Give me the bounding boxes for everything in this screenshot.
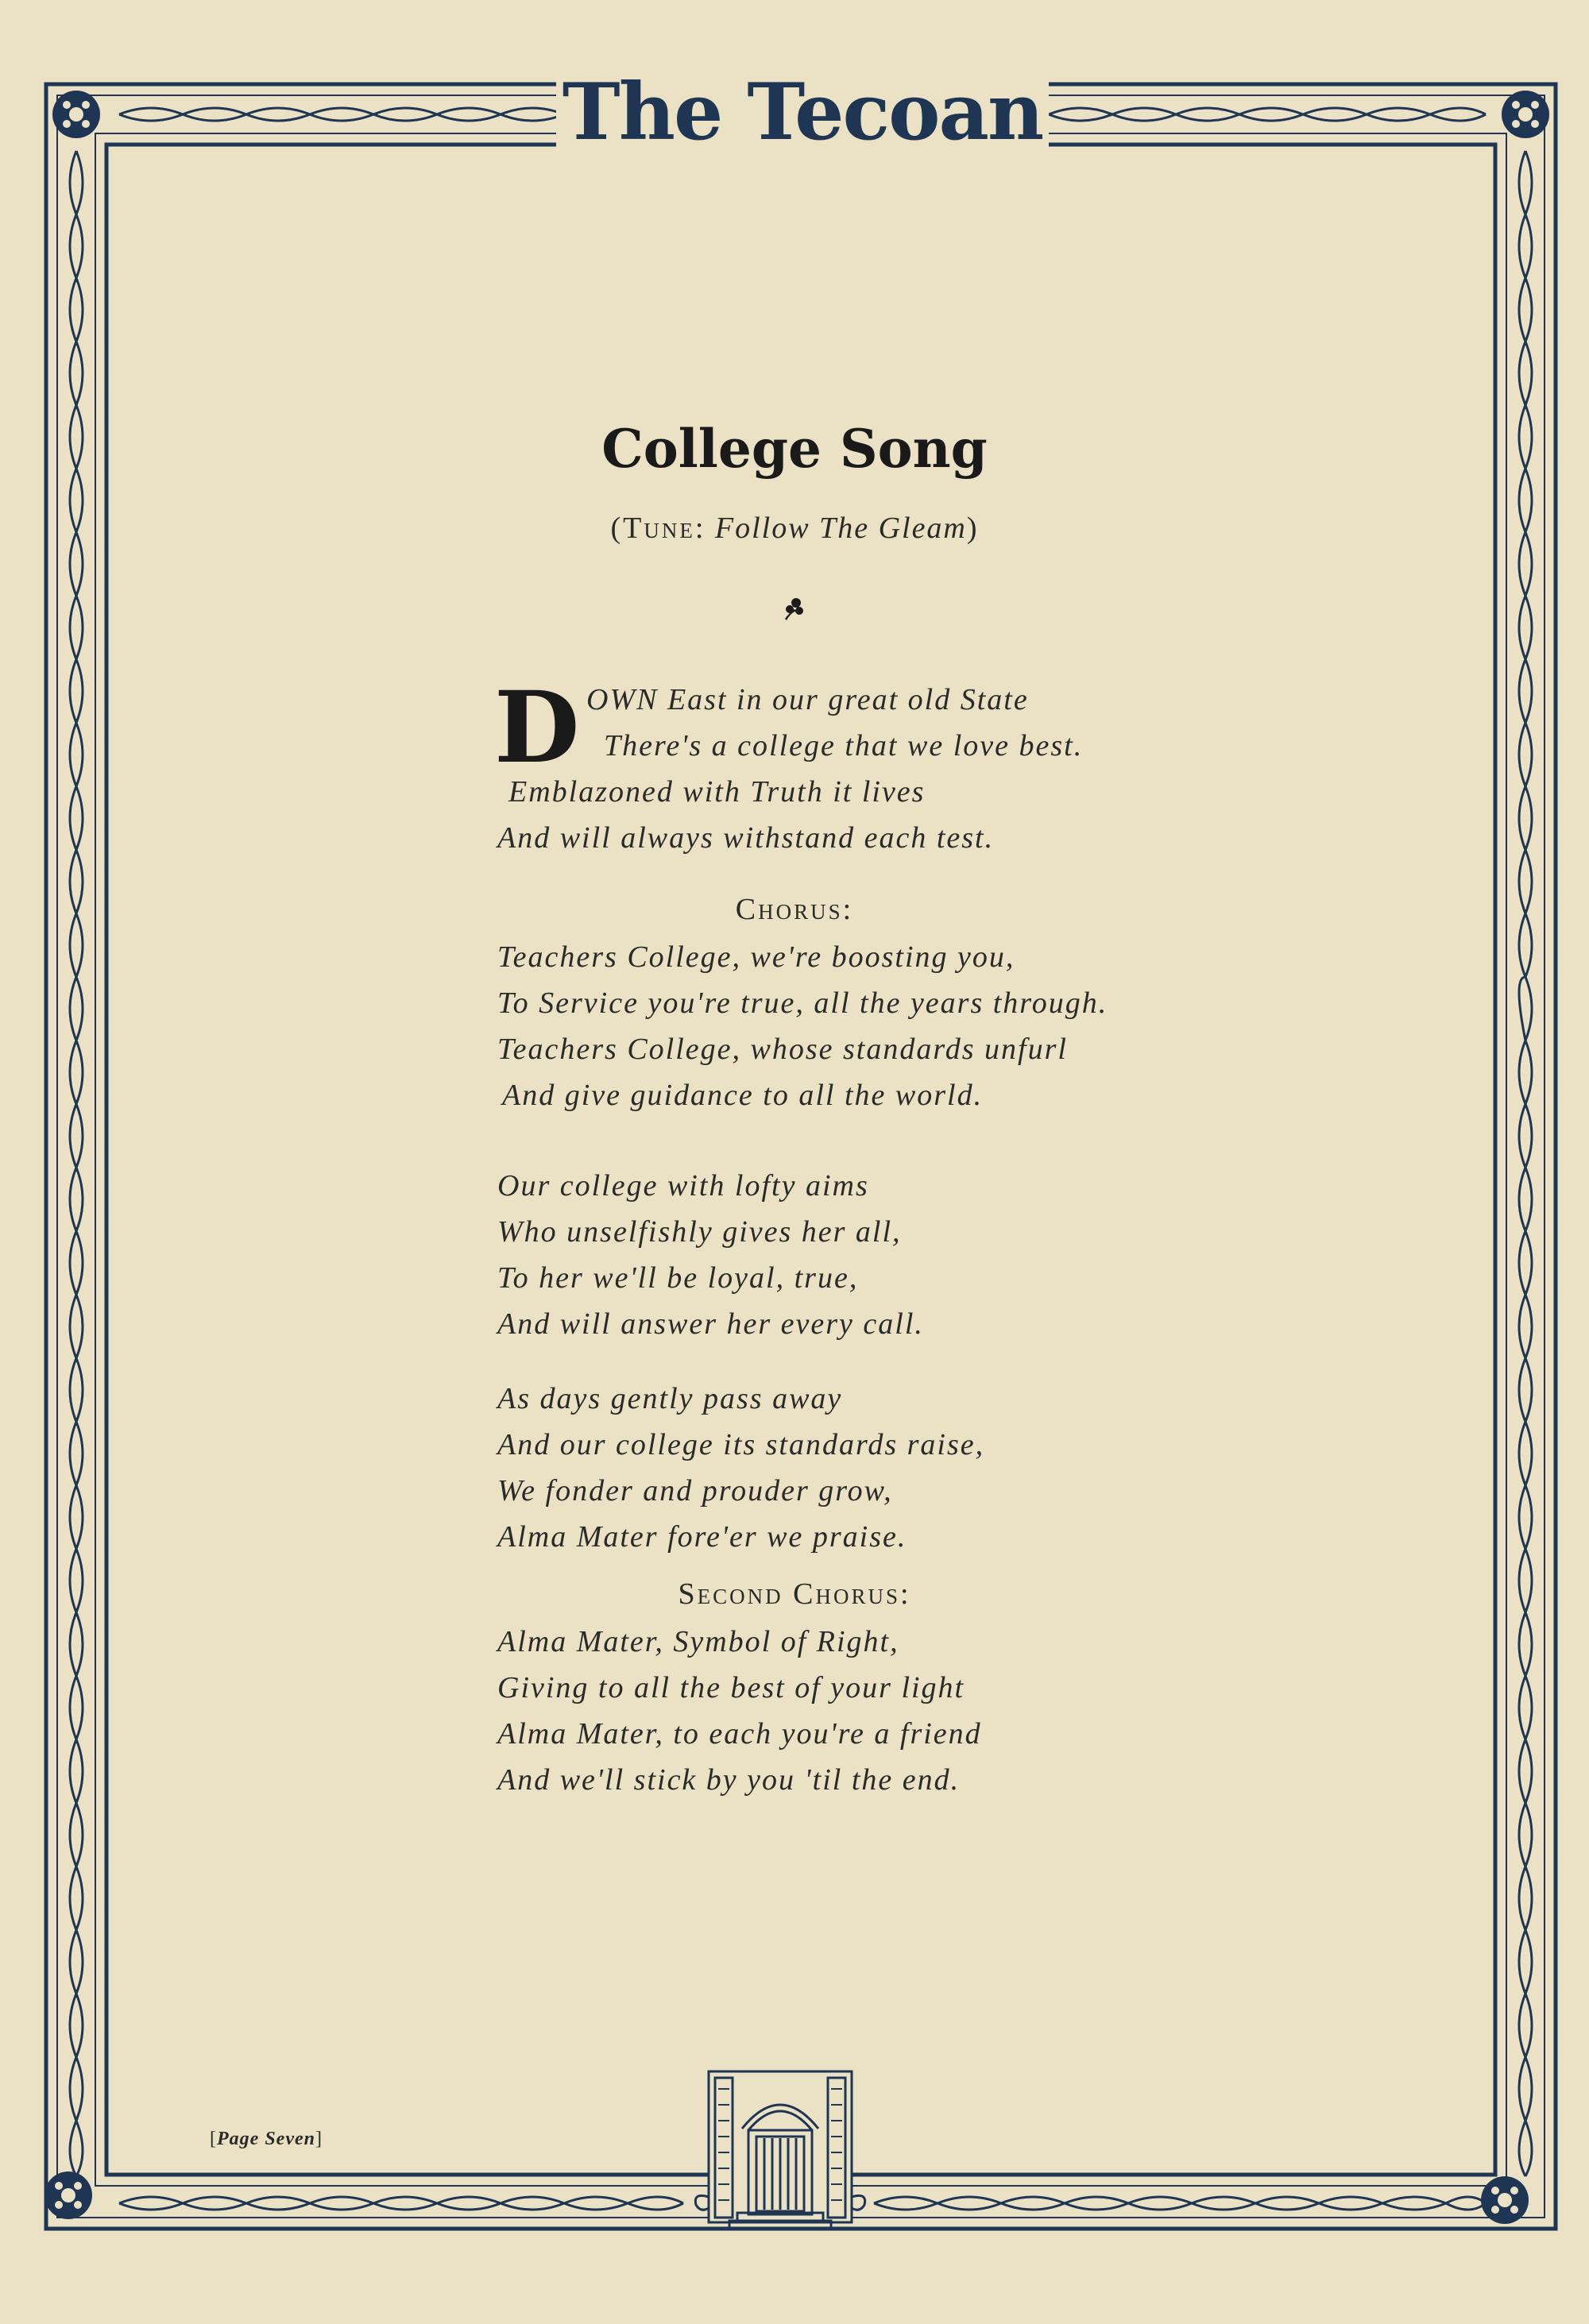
chorus-2 bbox=[497, 1619, 982, 1803]
verse-line: Our college with lofty aims bbox=[497, 1169, 869, 1203]
second-chorus-heading: Second Chorus: bbox=[678, 1577, 911, 1611]
tune-name: Follow The Gleam bbox=[714, 512, 967, 545]
tune-prefix: (Tune: bbox=[610, 512, 706, 545]
verse-line: There's a college that we love best. bbox=[604, 729, 1084, 762]
verse-line: OWN East in our great old State bbox=[586, 683, 1029, 716]
masthead-title: The Tecoan bbox=[556, 73, 1049, 152]
tune-suffix: ) bbox=[966, 512, 979, 545]
chorus-line: Teachers College, whose standards unfurl bbox=[497, 1033, 1068, 1066]
drop-cap: D bbox=[494, 670, 580, 786]
verse-line: Alma Mater fore'er we praise. bbox=[497, 1520, 907, 1554]
verse-line: And will always withstand each test. bbox=[497, 821, 995, 855]
verse-3 bbox=[497, 1376, 984, 1560]
page-bracket-open: [ bbox=[210, 2129, 217, 2149]
verse-line: As days gently pass away bbox=[497, 1382, 843, 1415]
chorus-line: Teachers College, we're boosting you, bbox=[497, 940, 1015, 974]
page-number bbox=[210, 2127, 323, 2151]
page-label: Page Seven bbox=[217, 2129, 315, 2149]
verse-line: Who unselfishly gives her all, bbox=[497, 1215, 902, 1249]
verse-line: To her we'll be loyal, true, bbox=[497, 1261, 859, 1295]
verse-line: And our college its standards raise, bbox=[497, 1428, 985, 1461]
doorway-illustration bbox=[685, 2065, 876, 2232]
verse-line: Emblazoned with Truth it lives bbox=[508, 775, 926, 809]
verse-line: We fonder and prouder grow, bbox=[497, 1474, 893, 1508]
verse-1 bbox=[497, 677, 1083, 861]
chorus-line: Alma Mater, Symbol of Right, bbox=[497, 1625, 899, 1658]
chorus-line: And give guidance to all the world. bbox=[502, 1079, 984, 1112]
chorus-heading: Chorus: bbox=[735, 893, 854, 926]
chorus-line: Alma Mater, to each you're a friend bbox=[497, 1717, 982, 1751]
verse-line: And will answer her every call. bbox=[497, 1307, 924, 1341]
chorus-line: And we'll stick by you 'til the end. bbox=[497, 1763, 961, 1797]
song-title: College Song bbox=[601, 418, 988, 480]
chorus-1 bbox=[497, 934, 1108, 1118]
tune-line bbox=[508, 508, 1081, 548]
chorus-line: To Service you're true, all the years through. bbox=[497, 986, 1108, 1020]
chorus-line: Giving to all the best of your light bbox=[497, 1671, 965, 1704]
page-bracket-close: ] bbox=[315, 2129, 323, 2149]
verse-2 bbox=[497, 1163, 924, 1347]
fleuron-icon bbox=[779, 592, 810, 623]
